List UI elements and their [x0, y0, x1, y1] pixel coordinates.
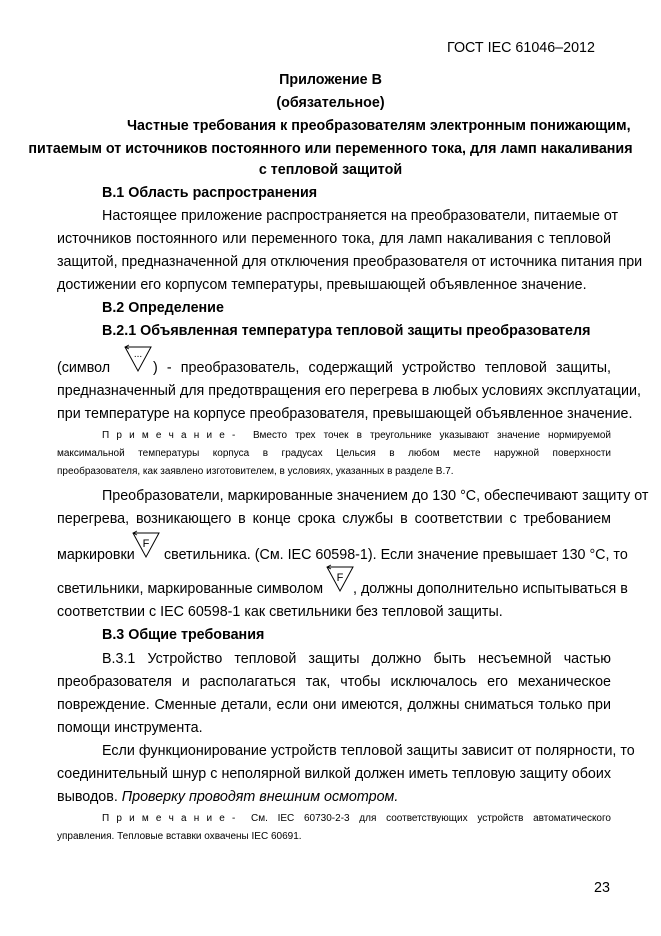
note-line: преобразователя, как заявлено изготовителем, в условиях, указанных в разделе B.7.	[57, 466, 454, 477]
marking-intro: маркировки	[57, 547, 135, 563]
paragraph-line: достижении его корпусом температуры, превышающей объявленное значение.	[57, 277, 587, 293]
triangle-f-label: F	[336, 572, 344, 584]
verification-text: Проверку проводят внешним осмотром.	[121, 789, 399, 805]
appendix-heading-line: с тепловой защитой	[258, 162, 403, 178]
note-line: Вместо трех точек в треугольнике указывают значение нормируемой	[253, 430, 611, 441]
paragraph-line: Если функционирование устройств тепловой защиты зависит от полярности, то	[102, 743, 635, 759]
paragraph-line: соединительный шнур с неполярной вилкой должен иметь тепловую защиту обоих	[57, 766, 611, 782]
paragraph-line: предназначенный для предотвращения его перегрева в любых условиях эксплуатации,	[57, 383, 641, 399]
paragraph-line: соответствии с IEC 60598-1 как светильники без тепловой защиты.	[57, 604, 503, 620]
paragraph-line: преобразователя и располагаться так, чтобы исключалось его механическое	[57, 674, 611, 690]
standard-designation: ГОСТ IEC 61046–2012	[447, 40, 595, 56]
paragraph-line: помощи инструмента.	[57, 720, 203, 736]
section-heading-b2: B.2 Определение	[102, 300, 224, 316]
symbol-intro: (символ	[57, 360, 111, 376]
paragraph-line: повреждение. Сменные детали, если они имеются, должны сниматься только при	[57, 697, 611, 713]
subsection-heading-b21: B.2.1 Объявленная температура тепловой защиты преобразователя	[102, 323, 591, 339]
note-label: П р и м е ч а н и е -	[102, 813, 238, 824]
note-line: максимальной температуры корпуса в градусах Цельсия в любом месте наружной поверхности	[57, 448, 611, 459]
paragraph-line	[57, 787, 398, 807]
paragraph-line: ) - преобразователь, содержащий устройство тепловой защиты,	[153, 360, 611, 376]
triangle-dots-label: ...	[133, 349, 143, 360]
f-marking-triangle-icon	[131, 530, 161, 560]
f-marking-triangle-icon	[325, 564, 355, 594]
section-heading-b1: B.1 Область распространения	[102, 185, 318, 201]
paragraph-line: защитой, предназначенной для отключения преобразователя от источника питания при	[57, 254, 643, 270]
appendix-heading-line: Частные требования к преобразователям электронным понижающим,	[127, 118, 631, 134]
paragraph-line: источников постоянного или переменного тока, для ламп накаливания с тепловой	[57, 231, 611, 247]
luminaire-intro: светильники, маркированные символом	[57, 581, 324, 597]
note-label: П р и м е ч а н и е -	[102, 430, 238, 441]
thermal-protection-triangle-icon	[123, 344, 153, 374]
triangle-f-label: F	[142, 538, 150, 550]
appendix-heading-line: питаемым от источников постоянного или переменного тока, для ламп накаливания	[28, 141, 633, 157]
section-heading-b3: B.3 Общие требования	[102, 627, 265, 643]
paragraph-line: перегрева, возникающего в конце срока службы в соответствии с требованием	[57, 511, 611, 527]
note-line: управления. Тепловые вставки охвачены IEC 60691.	[57, 831, 302, 842]
paragraph-line: B.3.1 Устройство тепловой защиты должно быть несъемной частью	[102, 651, 611, 667]
paragraph-line: Преобразователи, маркированные значением до 130 °С, обеспечивают защиту от	[102, 488, 649, 504]
paragraph-line: Настоящее приложение распространяется на преобразователи, питаемые от	[102, 208, 619, 224]
page-number: 23	[594, 880, 610, 896]
paragraph-line: , должны дополнительно испытываться в	[353, 581, 628, 597]
paragraph-line: при температуре на корпусе преобразователя, превышающей объявленное значение.	[57, 406, 633, 422]
paragraph-text: выводов.	[57, 789, 118, 805]
appendix-title: Приложение B	[279, 72, 382, 88]
note-line: См. IEC 60730-2-3 для соответствующих устройств автоматического	[251, 813, 611, 824]
appendix-status: (обязательное)	[276, 95, 385, 111]
paragraph-line: светильника. (См. IEC 60598-1). Если значение превышает 130 °С, то	[164, 547, 628, 563]
